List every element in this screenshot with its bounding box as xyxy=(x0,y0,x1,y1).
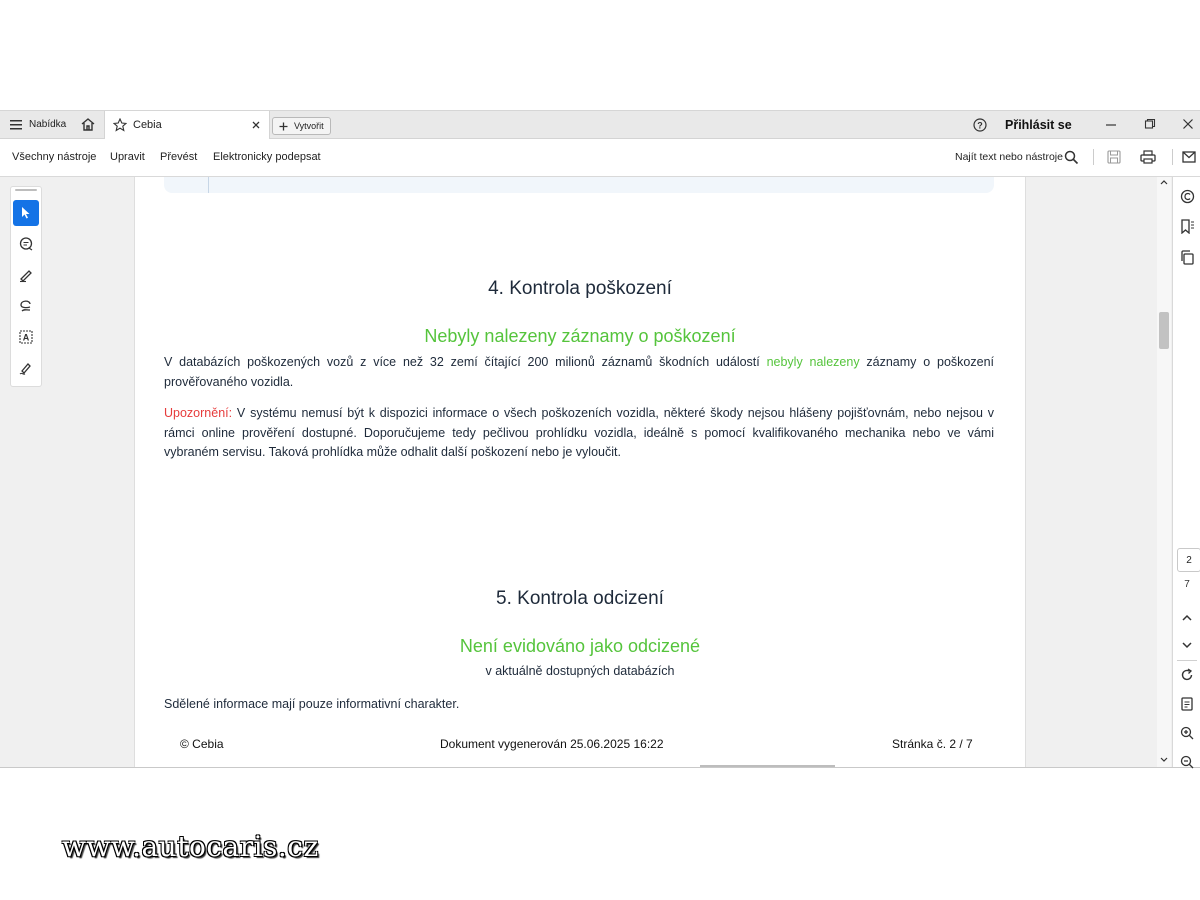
tab-cebia[interactable] xyxy=(104,111,270,139)
comments-panel-button[interactable] xyxy=(1173,185,1200,207)
footer-copyright: © Cebia xyxy=(180,737,224,751)
watermark: www.autocaris.cz xyxy=(62,830,319,863)
scroll-down-icon[interactable] xyxy=(1160,757,1168,763)
rotate-button[interactable] xyxy=(1173,664,1200,686)
quick-tools-panel xyxy=(10,186,42,387)
hamburger-icon xyxy=(10,119,23,130)
restore-icon[interactable] xyxy=(1144,118,1156,130)
pdf-page xyxy=(134,177,1026,767)
vertical-scrollbar[interactable] xyxy=(1157,177,1171,767)
toolbar-divider-2 xyxy=(1172,149,1173,165)
page-view-button[interactable] xyxy=(1173,693,1200,715)
minimize-icon[interactable] xyxy=(1105,119,1117,131)
total-pages: 7 xyxy=(1184,579,1190,590)
sign-tool[interactable] xyxy=(13,355,39,381)
close-window-icon[interactable] xyxy=(1182,118,1194,130)
search-icon[interactable] xyxy=(1064,150,1079,165)
menu-label: Nabídka xyxy=(29,119,67,130)
para-text-2: záznamy o poškození prověřovaného vozidla. xyxy=(164,355,994,389)
sign-in-button[interactable]: Přihlásit se xyxy=(1005,118,1072,132)
pages-panel-button[interactable] xyxy=(1173,246,1200,268)
footer-page-number: Stránka č. 2 / 7 xyxy=(892,737,973,751)
right-sidebar xyxy=(1172,177,1200,767)
info-note: Sdělené informace mají pouze informativní charakter. xyxy=(164,697,460,711)
bookmark-icon xyxy=(1180,219,1195,234)
pdf-viewer-window xyxy=(0,110,1200,768)
freehand-icon xyxy=(18,298,34,314)
text-box-icon xyxy=(18,329,34,345)
help-icon[interactable] xyxy=(973,118,987,132)
previous-section-rule xyxy=(208,177,209,193)
zoom-in-icon xyxy=(1180,726,1194,740)
chevron-up-icon xyxy=(1182,614,1192,622)
rotate-icon xyxy=(1180,668,1194,682)
new-tab-button[interactable] xyxy=(272,117,331,135)
next-page-button[interactable] xyxy=(1173,634,1200,656)
bookmarks-panel-button[interactable] xyxy=(1173,215,1200,237)
svg-text:?: ? xyxy=(977,120,983,131)
save-icon[interactable] xyxy=(1107,150,1121,164)
document-workspace xyxy=(0,177,1172,767)
page-view-icon xyxy=(1180,697,1194,711)
comment-icon xyxy=(18,236,34,252)
home-icon xyxy=(80,117,96,132)
para-highlight: nebyly nalezeny xyxy=(766,355,860,369)
mail-icon[interactable] xyxy=(1182,151,1196,163)
home-button[interactable] xyxy=(80,111,96,138)
toolbar-edit[interactable]: Upravit xyxy=(110,151,145,163)
toolbar-convert[interactable]: Převést xyxy=(160,151,198,163)
para-text-1: V databázích poškozených vozů z více než 32 zemí čítající 200 milionů záznamů škodních událostí xyxy=(164,355,767,369)
toolbar-divider xyxy=(1093,149,1094,165)
pages-icon xyxy=(1180,250,1195,265)
chevron-down-icon xyxy=(1182,641,1192,649)
zoom-out-icon xyxy=(1180,755,1194,769)
tab-bar xyxy=(0,111,1200,139)
current-page-input[interactable]: 2 xyxy=(1177,548,1200,572)
pen-icon xyxy=(18,267,34,283)
warning-paragraph xyxy=(164,404,994,463)
new-tab-label: Vytvořit xyxy=(294,121,324,131)
warning-label: Upozornění: xyxy=(164,406,233,420)
toolbar-all-tools[interactable]: Všechny nástroje xyxy=(12,151,97,163)
horizontal-scrollbar-thumb[interactable] xyxy=(700,765,835,767)
scroll-up-icon[interactable] xyxy=(1160,179,1168,185)
star-icon[interactable] xyxy=(113,118,127,132)
section-5-subtext: v aktuálně dostupných databázích xyxy=(485,664,675,678)
select-tool[interactable] xyxy=(13,200,39,226)
search-tools-field[interactable]: Najít text nebo nástroje xyxy=(955,151,1063,163)
highlight-tool[interactable] xyxy=(13,262,39,288)
toolbar-sign[interactable]: Elektronicky podepsat xyxy=(213,151,321,163)
section-4-paragraph xyxy=(164,353,994,392)
scrollbar-thumb[interactable] xyxy=(1159,312,1169,349)
nav-divider xyxy=(1177,660,1197,661)
warning-text: V systému nemusí být k dispozici informace o všech poškozeních vozidla, některé škody nejsou hlášeny pojišťovnám, nebo nejsou v rámci online prověření dostupné. Doporučujeme tedy pečlivou prohlídku vozidla, ideálně s pomocí kvalifikovaného mechanika nebo ve vámi vybraném servisu. Taková prohlídka může odhalit další poškození nebo je vyloučit. xyxy=(164,406,994,459)
cursor-icon xyxy=(19,206,33,220)
panel-grip[interactable] xyxy=(15,189,37,191)
section-5-result: Není evidováno jako odcizené xyxy=(459,636,701,656)
plus-icon xyxy=(279,122,288,131)
print-icon[interactable] xyxy=(1140,150,1156,164)
signature-icon xyxy=(18,360,34,376)
previous-page-button[interactable] xyxy=(1173,607,1200,629)
close-tab-icon[interactable] xyxy=(251,120,261,130)
comment-panel-icon xyxy=(1180,189,1195,204)
draw-tool[interactable] xyxy=(13,293,39,319)
previous-section-box xyxy=(164,177,994,193)
text-box-tool[interactable] xyxy=(13,324,39,350)
svg-text:A: A xyxy=(22,332,30,343)
section-4-result: Nebyly nalezeny záznamy o poškození xyxy=(424,326,736,346)
main-toolbar xyxy=(0,139,1200,177)
tab-title: Cebia xyxy=(133,119,162,131)
menu-button[interactable] xyxy=(10,111,66,138)
section-5-heading: 5. Kontrola odcizení xyxy=(496,588,664,609)
comment-tool[interactable] xyxy=(13,231,39,257)
zoom-in-button[interactable] xyxy=(1173,722,1200,744)
zoom-out-button[interactable] xyxy=(1173,751,1200,773)
footer-generated: Dokument vygenerován 25.06.2025 16:22 xyxy=(440,737,664,751)
section-4-heading: 4. Kontrola poškození xyxy=(488,278,672,299)
